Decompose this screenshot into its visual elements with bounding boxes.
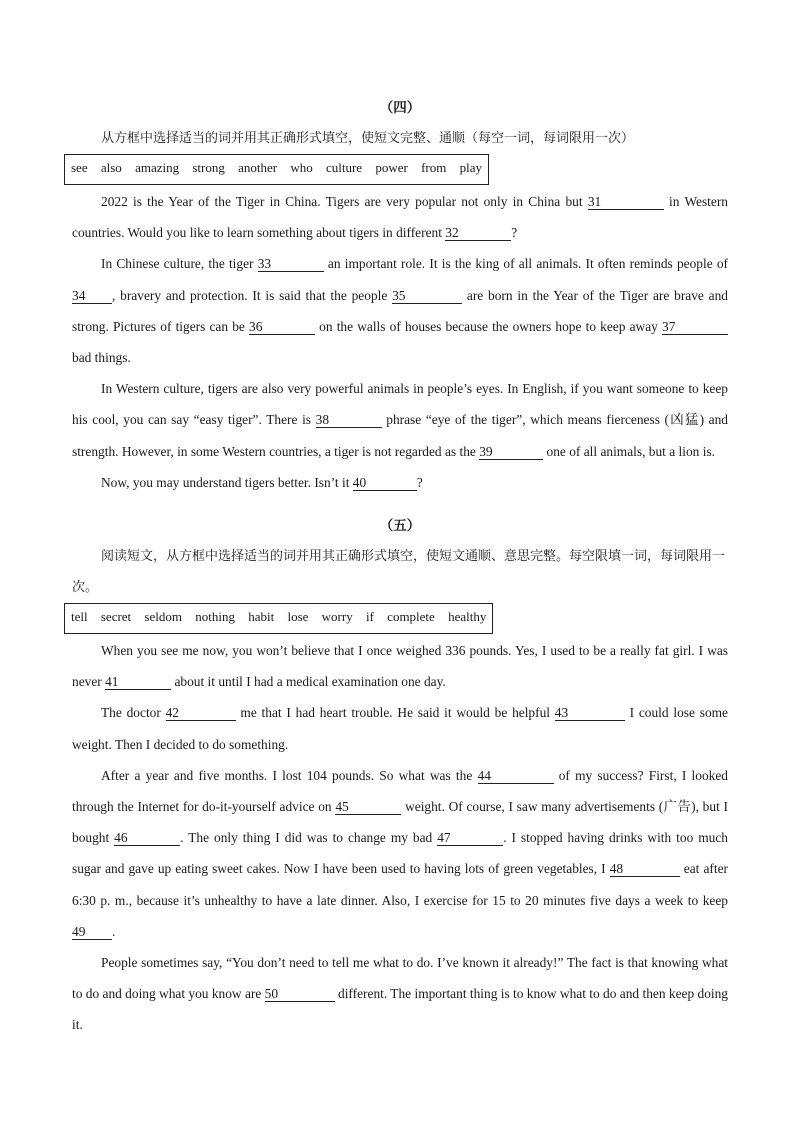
word-box-item: culture: [325, 160, 363, 175]
paragraph: [72, 186, 728, 248]
paragraph-text: of my success? First, I looked through the Internet for do-it-yourself advice on: [72, 767, 729, 815]
blank-38[interactable]: 38: [316, 412, 382, 428]
paragraph-text: in Western countries. Would you like to learn something about tigers in different: [72, 194, 728, 241]
paragraph: [72, 947, 728, 1041]
paragraph-text: 2022 is the Year of the Tiger in China. Tigers are very popular not only in China but: [101, 194, 588, 209]
blank-39[interactable]: 39: [479, 444, 543, 460]
paragraph-text: on the walls of houses because the owners hope to keep away: [315, 318, 662, 334]
blank-36[interactable]: 36: [249, 319, 315, 335]
paragraph-text: Now, you may understand tigers better. Isn’t it: [101, 474, 353, 490]
paragraph: [72, 760, 728, 947]
blank-43[interactable]: 43: [555, 705, 625, 721]
word-box-item: lose: [287, 609, 309, 624]
paragraph-text: one of all animals, but a lion is.: [543, 443, 716, 459]
paragraph: [72, 635, 728, 697]
blank-45[interactable]: 45: [335, 799, 401, 815]
blank-47[interactable]: 47: [437, 830, 503, 846]
paragraph-text: me that I had heart trouble. He said it would be helpful: [235, 705, 555, 721]
paragraph-text: an important role. It is the king of all animals. It often reminds people of: [323, 256, 728, 272]
blank-48[interactable]: 48: [610, 861, 680, 877]
blank-42[interactable]: 42: [166, 705, 236, 721]
word-box-item: if: [365, 609, 374, 624]
blank-50[interactable]: 50: [265, 986, 335, 1002]
blank-31[interactable]: 31: [588, 194, 664, 210]
paragraph-text: , bravery and protection. It is said that the people: [112, 287, 393, 303]
word-box-item: who: [290, 160, 313, 175]
section-4: [72, 96, 728, 498]
paragraph-text: .: [112, 923, 116, 939]
word-box-item: strong: [192, 160, 225, 175]
paragraph-text: weight. Of course, I saw many advertisements (广告), but I bought: [72, 799, 728, 846]
section-4-instruction: 从方框中选择适当的词并用其正确形式填空，使短文完整、通顺（每空一词，每词限用一次）: [101, 131, 635, 146]
word-box-item: power: [375, 160, 408, 175]
blank-35[interactable]: 35: [392, 288, 462, 304]
paragraph-text: eat after 6:30 p. m., because it’s unhealthy to have a late dinner. Also, I exercise for 15 to 20 minutes five days a week to keep: [72, 861, 728, 908]
paragraph-text: When you see me now, you won’t believe that I once weighed 336 pounds. Yes, I used to be a really fat girl. I was never: [72, 643, 728, 690]
word-box-item: habit: [248, 609, 275, 624]
word-box-item: worry: [321, 609, 353, 624]
paragraph-text: are born in the Year of the Tiger are brave and strong. Pictures of tigers can be: [72, 287, 728, 334]
blank-33[interactable]: 33: [258, 256, 324, 272]
word-box-item: secret: [100, 609, 132, 624]
word-box-item: tell: [71, 609, 88, 624]
paragraph-text: The doctor: [101, 705, 166, 721]
word-box-item: from: [421, 160, 447, 175]
paragraph: [72, 697, 728, 759]
paragraph-text: bad things.: [72, 350, 131, 366]
paragraph: [72, 248, 728, 373]
paragraph-text: different. The important thing is to know what to do and then keep doing it.: [72, 986, 728, 1033]
paragraph: [72, 467, 728, 498]
word-box-item: also: [100, 160, 122, 175]
paragraph-text: In Chinese culture, the tiger: [101, 256, 258, 272]
paragraph-text: After a year and five months. I lost 104 pounds. So what was the: [101, 767, 478, 783]
section-4-heading: （四）: [379, 100, 421, 116]
paragraph: [72, 373, 728, 467]
paragraph-text: People sometimes say, “You don’t need to tell me what to do. I’ve known it already!” The fact is that knowing what to do and doing what you know are: [72, 955, 728, 1002]
blank-46[interactable]: 46: [114, 830, 180, 846]
word-box-item: see: [71, 160, 88, 175]
section-5-instruction: 阅读短文，从方框中选择适当的词并用其正确形式填空，使短文通顺、意思完整。每空限填一词，每词限用一次。: [72, 549, 726, 595]
paragraph-text: In Western culture, tigers are also very powerful animals in people’s eyes. In English, if you want someone to keep his cool, you can say “easy tiger”. There is: [72, 381, 728, 428]
word-box-item: another: [238, 160, 278, 175]
paragraph-text: ?: [416, 474, 423, 490]
paragraph-text: I could lose some weight. Then I decided to do something.: [72, 705, 728, 752]
section-5: [72, 514, 728, 1041]
word-box-item: nothing: [195, 609, 235, 624]
blank-37[interactable]: 37: [662, 319, 728, 335]
section-5-word-box: [64, 603, 493, 634]
blank-41[interactable]: 41: [105, 674, 171, 690]
paragraph-text: . The only thing I did was to change my bad: [180, 830, 438, 846]
word-box-item: seldom: [144, 609, 182, 624]
paragraph-text: phrase “eye of the tiger”, which means fierceness (凶猛) and strength. However, in some Western countries, a tiger is not regarded as the: [72, 412, 729, 459]
word-box-item: healthy: [448, 609, 487, 624]
word-box-item: complete: [387, 609, 435, 624]
section-5-heading: （五）: [379, 518, 421, 534]
paragraph-text: . I stopped having drinks with too much sugar and gave up eating sweet cakes. Now I have been used to having lots of green vegetables, I: [72, 830, 728, 877]
word-box-item: play: [459, 160, 482, 175]
section-4-word-box: [64, 154, 489, 185]
blank-44[interactable]: 44: [478, 768, 554, 784]
blank-34[interactable]: 34: [72, 288, 112, 304]
paragraph-text: ?: [511, 225, 518, 241]
blank-32[interactable]: 32: [445, 225, 511, 241]
blank-40[interactable]: 40: [353, 475, 417, 491]
word-box-item: amazing: [135, 160, 180, 175]
blank-49[interactable]: 49: [72, 924, 112, 940]
paragraph-text: about it until I had a medical examination one day.: [171, 674, 446, 690]
